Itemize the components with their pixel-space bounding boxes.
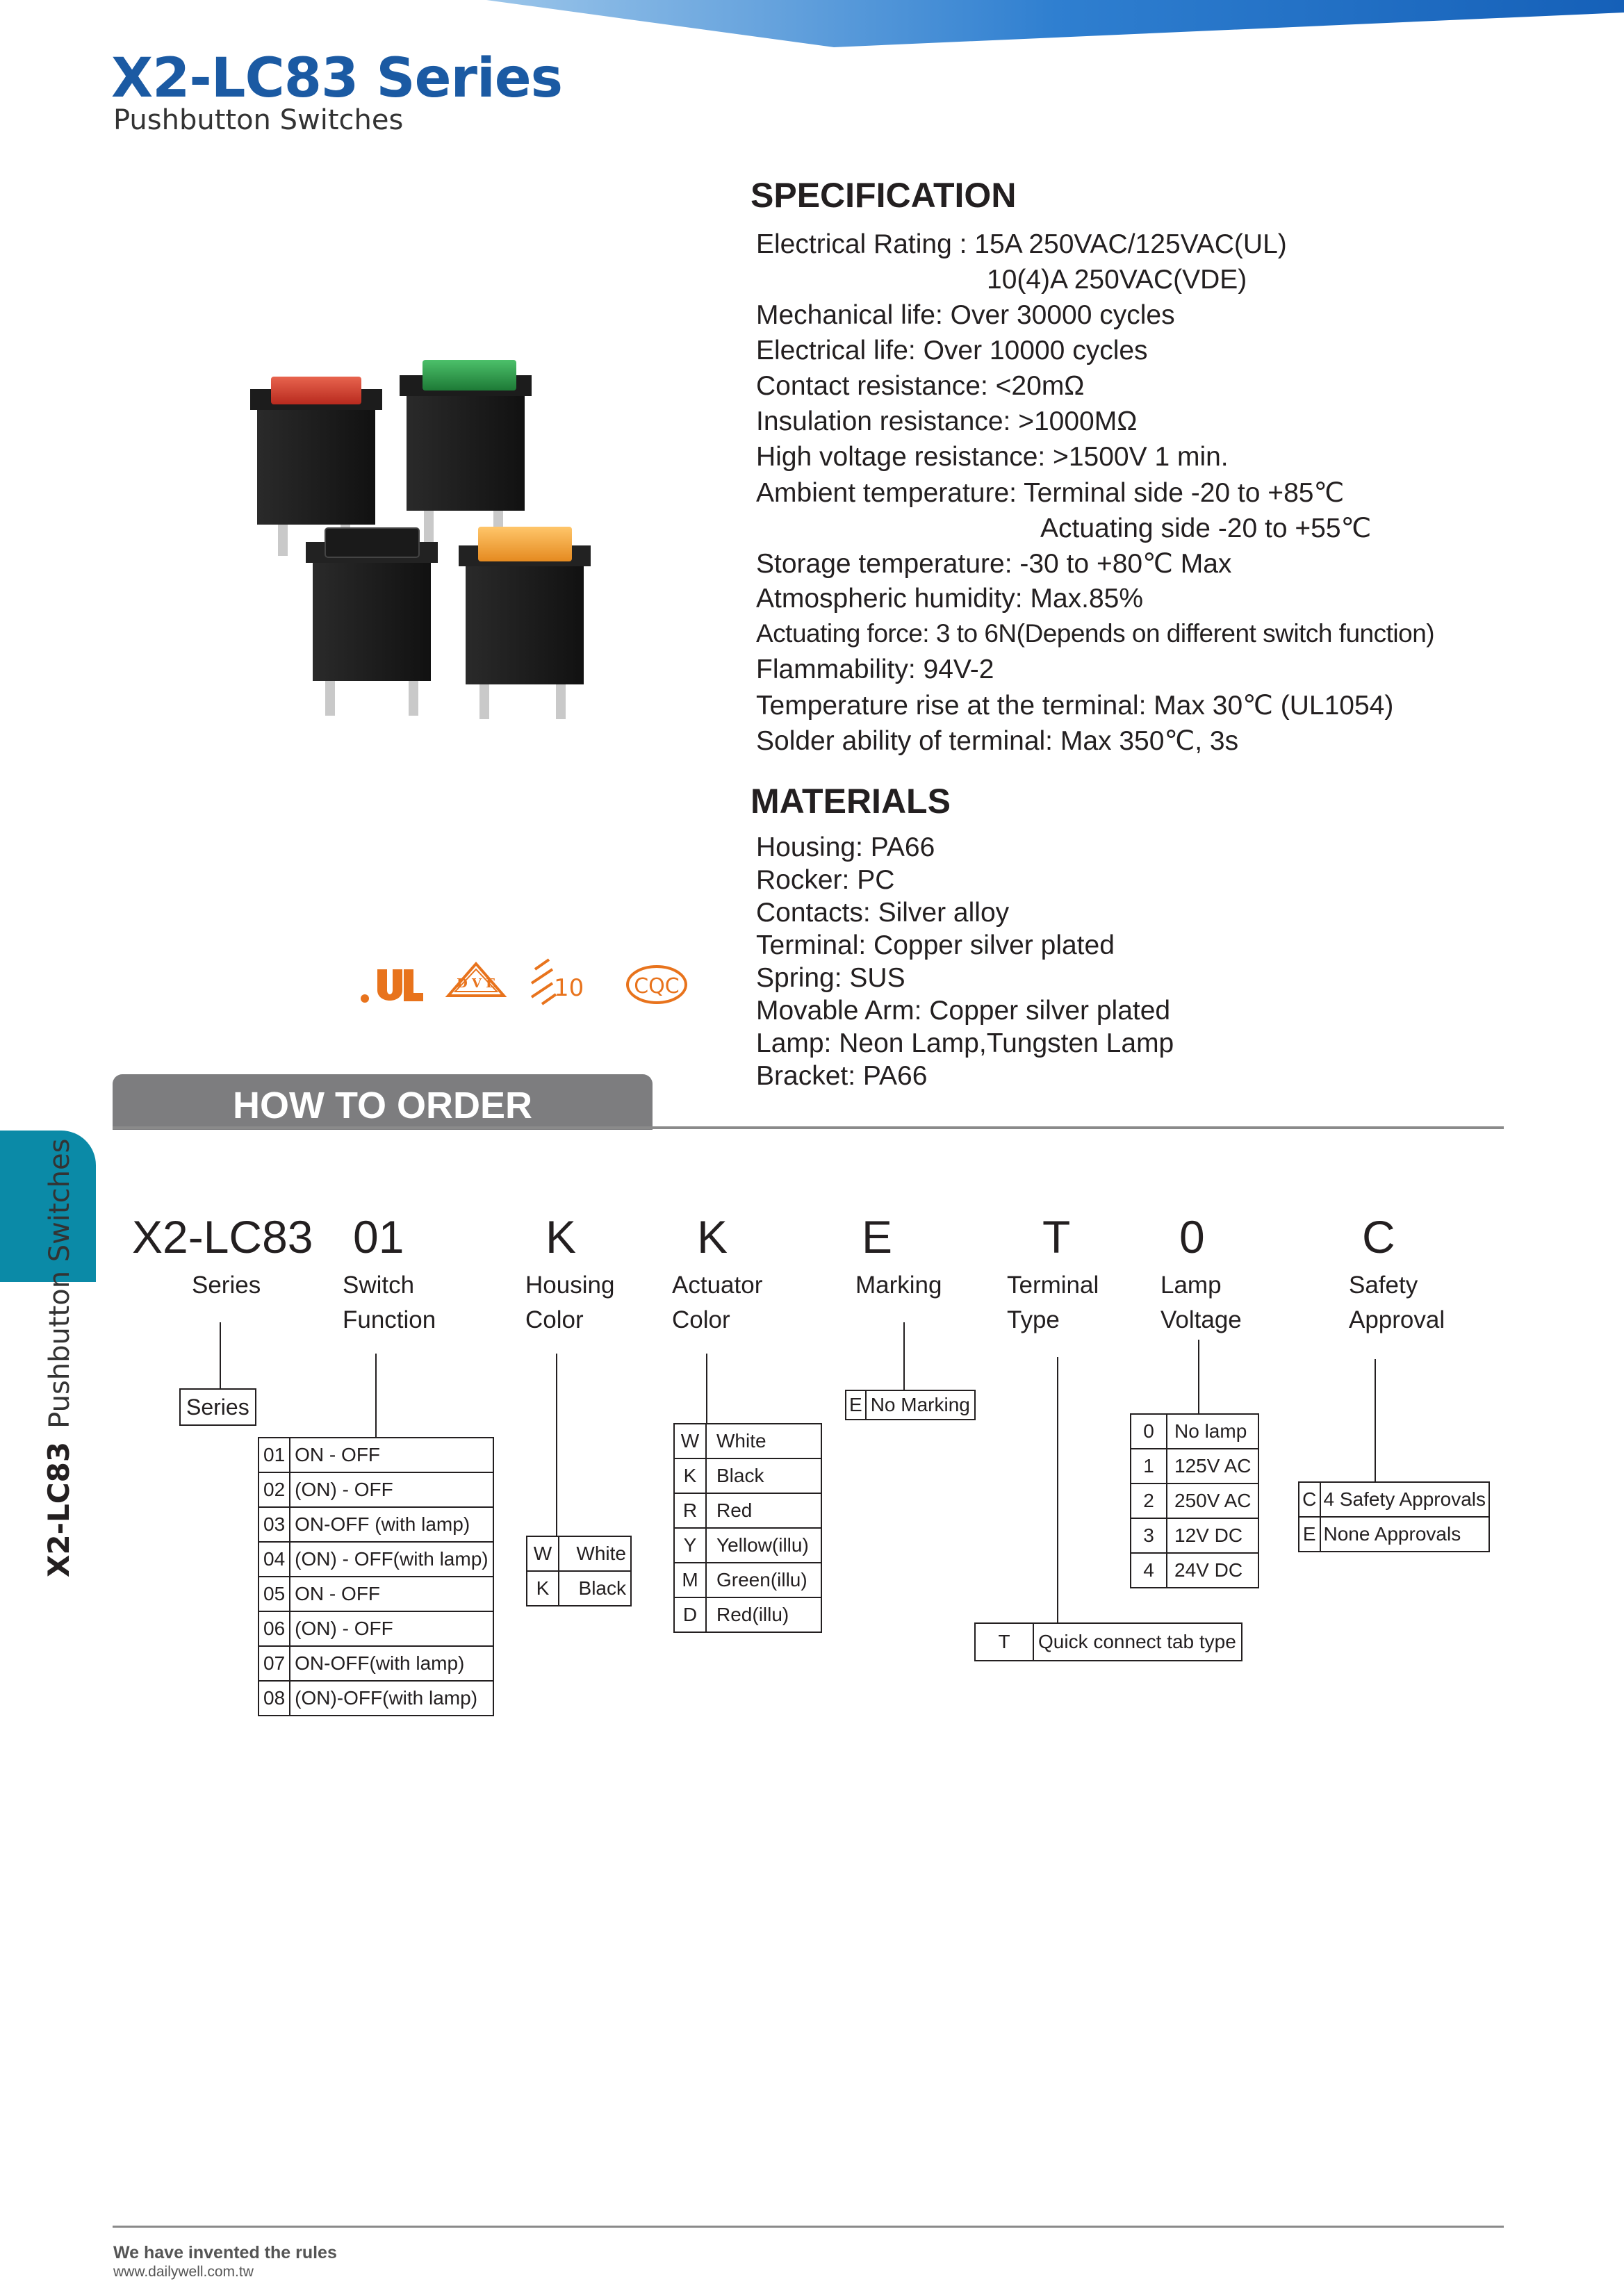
option-desc: Quick connect tab type (1033, 1623, 1242, 1661)
option-code: 08 (259, 1681, 290, 1716)
option-code: 03 (259, 1507, 290, 1542)
code-actuator-color: K (697, 1211, 728, 1263)
code-switch-function: 01 (353, 1211, 404, 1263)
svg-text:D V E: D V E (457, 976, 495, 991)
marking-table (845, 1390, 976, 1420)
svg-text:CQC: CQC (634, 974, 680, 998)
caption-series: Series (192, 1272, 261, 1299)
option-desc: White (559, 1536, 631, 1571)
table-row (1131, 1518, 1258, 1553)
option-code: K (674, 1458, 706, 1493)
table-row (259, 1472, 493, 1507)
material-contacts: Contacts: Silver alloy (756, 898, 1010, 928)
material-bracket: Bracket: PA66 (756, 1061, 928, 1091)
option-code: 05 (259, 1577, 290, 1611)
certification-marks (358, 955, 691, 1011)
caption-safety-approval: Approval (1349, 1306, 1445, 1333)
option-code: 01 (259, 1438, 290, 1472)
table-row (846, 1390, 975, 1420)
spec-high-voltage: High voltage resistance: >1500V 1 min. (756, 442, 1229, 472)
caption-lamp-voltage: Voltage (1160, 1306, 1242, 1333)
option-desc: ON-OFF(with lamp) (290, 1646, 493, 1681)
series-box-label: Series (180, 1389, 256, 1425)
table-row (975, 1623, 1242, 1661)
table-row (259, 1681, 493, 1716)
table-row (259, 1577, 493, 1611)
option-code: 06 (259, 1611, 290, 1646)
spec-actuating-force: Actuating force: 3 to 6N(Depends on different switch function) (756, 619, 1435, 648)
option-code: W (674, 1424, 706, 1458)
footer-slogan: We have invented the rules (113, 2243, 337, 2262)
table-row (259, 1438, 493, 1472)
table-row (1299, 1482, 1489, 1517)
footer-website[interactable]: www.dailywell.com.tw (113, 2264, 254, 2280)
product-photo (236, 334, 625, 737)
option-desc: Green(illu) (706, 1563, 821, 1597)
spec-ambient-temp-actuating: Actuating side -20 to +55℃ (1040, 513, 1372, 543)
actuator-color-table (673, 1423, 822, 1633)
page-title: X2-LC83 Series (111, 47, 563, 110)
connector-actuator-color (706, 1354, 707, 1423)
option-desc: 4 Safety Approvals (1320, 1482, 1489, 1517)
caption-lamp: Lamp (1160, 1272, 1222, 1299)
option-desc: (ON)-OFF(with lamp) (290, 1681, 493, 1716)
option-desc: Red(illu) (706, 1597, 821, 1632)
side-label-model: X2-LC83 (42, 1441, 76, 1577)
option-desc: 125V AC (1167, 1449, 1258, 1484)
option-desc: Black (706, 1458, 821, 1493)
spec-humidity: Atmospheric humidity: Max.85% (756, 584, 1144, 614)
spec-flammability: Flammability: 94V-2 (756, 655, 994, 684)
side-label-category: Pushbutton Switches (44, 1138, 76, 1429)
table-row (259, 1542, 493, 1577)
spec-electrical-rating-vde: 10(4)A 250VAC(VDE) (987, 265, 1247, 295)
code-marking: E (862, 1211, 893, 1263)
option-code: 02 (259, 1472, 290, 1507)
option-desc: (ON) - OFF (290, 1611, 493, 1646)
table-row (1131, 1414, 1258, 1449)
table-row (1131, 1484, 1258, 1518)
option-code: 0 (1131, 1414, 1167, 1449)
option-desc: 12V DC (1167, 1518, 1258, 1553)
table-row (674, 1563, 821, 1597)
caption-marking: Marking (855, 1272, 942, 1299)
table-row (1299, 1517, 1489, 1552)
option-desc: No lamp (1167, 1414, 1258, 1449)
table-row (674, 1458, 821, 1493)
table-row (259, 1646, 493, 1681)
option-code: K (527, 1571, 559, 1606)
option-desc: Red (706, 1493, 821, 1528)
material-rocker: Rocker: PC (756, 865, 895, 895)
option-code: 4 (1131, 1553, 1167, 1588)
code-series: X2-LC83 (132, 1211, 313, 1263)
caption-actuator-color: Color (672, 1306, 730, 1333)
option-desc: ON-OFF (with lamp) (290, 1507, 493, 1542)
spec-insulation-resistance: Insulation resistance: >1000MΩ (756, 406, 1138, 436)
option-code: W (527, 1536, 559, 1571)
table-row (259, 1611, 493, 1646)
table-row (674, 1528, 821, 1563)
caption-terminal-type: Type (1007, 1306, 1060, 1333)
specification-heading: SPECIFICATION (751, 176, 1017, 215)
material-housing: Housing: PA66 (756, 832, 935, 862)
lamp-voltage-table (1130, 1413, 1259, 1588)
option-desc: 24V DC (1167, 1553, 1258, 1588)
table-row (674, 1424, 821, 1458)
spec-storage-temp: Storage temperature: -30 to +80℃ Max (756, 549, 1232, 579)
option-desc: ON - OFF (290, 1577, 493, 1611)
option-desc: White (706, 1424, 821, 1458)
caption-housing-color: Color (525, 1306, 584, 1333)
table-row (527, 1536, 631, 1571)
top-banner-band (0, 0, 1624, 49)
connector-switch-function (375, 1354, 377, 1437)
spec-electrical-life: Electrical life: Over 10000 cycles (756, 336, 1148, 365)
option-desc: None Approvals (1320, 1517, 1489, 1552)
terminal-type-table (974, 1622, 1242, 1661)
option-code: Y (674, 1528, 706, 1563)
spec-solder-ability: Solder ability of terminal: Max 350℃, 3s (756, 726, 1239, 756)
spec-mechanical-life: Mechanical life: Over 30000 cycles (756, 300, 1175, 330)
spec-temp-rise: Temperature rise at the terminal: Max 30℃ (UL1054) (756, 691, 1394, 721)
option-code: R (674, 1493, 706, 1528)
option-code: E (846, 1390, 866, 1420)
option-desc: Yellow(illu) (706, 1528, 821, 1563)
option-code: 3 (1131, 1518, 1167, 1553)
caption-actuator: Actuator (672, 1272, 763, 1299)
caption-function: Function (343, 1306, 436, 1333)
series-box (179, 1388, 256, 1426)
option-code: T (975, 1623, 1033, 1661)
en10-mark-icon (532, 960, 584, 1004)
ul-mark-icon (361, 969, 423, 1003)
code-safety-approval: C (1362, 1211, 1395, 1263)
switch-black (306, 528, 438, 716)
caption-housing: Housing (525, 1272, 615, 1299)
page-subtitle: Pushbutton Switches (113, 104, 404, 136)
table-row (259, 1507, 493, 1542)
side-label (42, 1139, 76, 1577)
table-row (674, 1493, 821, 1528)
code-lamp-voltage: 0 (1179, 1211, 1205, 1263)
materials-heading: MATERIALS (751, 782, 951, 821)
footer-divider (113, 2226, 1504, 2228)
option-code: M (674, 1563, 706, 1597)
material-terminal: Terminal: Copper silver plated (756, 930, 1115, 960)
material-lamp: Lamp: Neon Lamp,Tungsten Lamp (756, 1028, 1174, 1058)
connector-marking (903, 1322, 905, 1390)
connector-series (220, 1322, 221, 1389)
section-divider (113, 1126, 1504, 1129)
caption-terminal: Terminal (1007, 1272, 1099, 1299)
table-row (527, 1571, 631, 1606)
housing-color-table (526, 1536, 632, 1606)
cqc-mark-icon (628, 967, 686, 1003)
switch-green (400, 360, 532, 542)
option-desc: (ON) - OFF (290, 1472, 493, 1507)
option-code: E (1299, 1517, 1320, 1552)
spec-ambient-temp-terminal: Ambient temperature: Terminal side -20 to +85℃ (756, 478, 1345, 508)
code-housing-color: K (546, 1211, 577, 1263)
connector-housing-color (556, 1354, 557, 1536)
how-to-order-heading: HOW TO ORDER (233, 1085, 532, 1126)
material-movable-arm: Movable Arm: Copper silver plated (756, 996, 1171, 1026)
option-desc: ON - OFF (290, 1438, 493, 1472)
option-code: 04 (259, 1542, 290, 1577)
option-desc: No Marking (866, 1390, 975, 1420)
caption-safety: Safety (1349, 1272, 1418, 1299)
option-desc: 250V AC (1167, 1484, 1258, 1518)
how-to-order-bar (113, 1074, 653, 1130)
option-code: 07 (259, 1646, 290, 1681)
spec-contact-resistance: Contact resistance: <20mΩ (756, 371, 1085, 401)
option-code: D (674, 1597, 706, 1632)
connector-safety-approval (1375, 1359, 1376, 1481)
connector-terminal-type (1057, 1357, 1058, 1623)
connector-lamp-voltage (1198, 1340, 1199, 1414)
switch-function-table (258, 1437, 494, 1716)
table-row (1131, 1449, 1258, 1484)
caption-switch: Switch (343, 1272, 415, 1299)
vde-mark-icon (448, 964, 504, 996)
spec-electrical-rating: Electrical Rating : 15A 250VAC/125VAC(UL) (756, 229, 1287, 259)
option-desc: Black (559, 1571, 631, 1606)
option-code: 2 (1131, 1484, 1167, 1518)
option-code: C (1299, 1482, 1320, 1517)
material-spring: Spring: SUS (756, 963, 905, 993)
code-terminal-type: T (1042, 1211, 1071, 1263)
safety-approval-table (1298, 1481, 1490, 1552)
table-row (674, 1597, 821, 1632)
option-desc: (ON) - OFF(with lamp) (290, 1542, 493, 1577)
switch-orange (459, 527, 591, 719)
table-row (1131, 1553, 1258, 1588)
option-code: 1 (1131, 1449, 1167, 1484)
svg-text:10: 10 (554, 974, 584, 1002)
